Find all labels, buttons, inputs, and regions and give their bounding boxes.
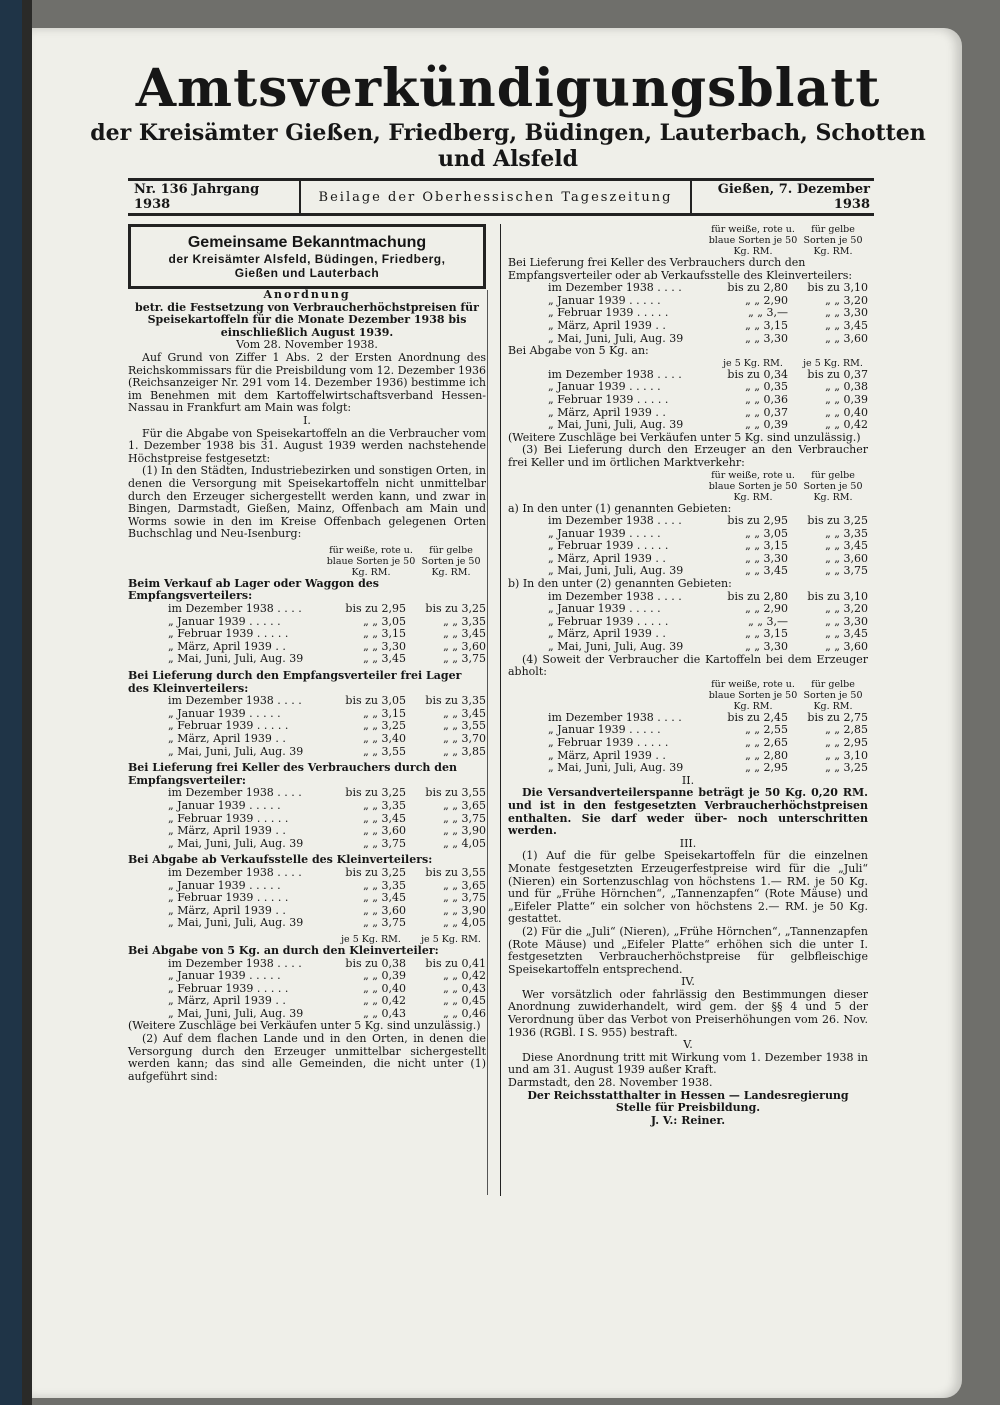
price-white: „ „ 3,30 <box>745 551 788 565</box>
price-white: bis zu 2,80 <box>727 589 788 603</box>
price-row <box>508 307 868 320</box>
price-row <box>128 641 486 654</box>
price-row <box>128 825 486 838</box>
month-label: „ Mai, Juni, Juli, Aug. 39 <box>548 332 684 345</box>
section-3-p1: (1) Auf die für gelbe Speisekartoffeln für die einzelnen Monate festgesetzten Erzeugerfestpreise wird für die „Juli“ (Nieren) ein Sortenzuschlag von höchstens 1.— RM. je 50 Kg. und für „Frühe Hörnchen“, „Tannenzapfen“ (Rote Mäuse) und „Eifeler Platte“ ein solcher von höchstens 2.— RM. je 50 Kg. gestattet. <box>508 849 868 926</box>
price-row <box>128 867 486 880</box>
ordinance-heading: Anordnung <box>263 288 351 301</box>
paragraph-4-rows <box>508 712 868 775</box>
price-yellow: bis zu 3,10 <box>807 281 868 295</box>
price-row <box>508 641 868 654</box>
right-group-1-label: Bei Lieferung frei Keller des Verbrauchers durch den Empfangsverteiler oder ab Verkaufsstelle des Kleinverteilers: <box>508 256 853 282</box>
issue-date: Gießen, 7. Dezember 1938 <box>717 182 870 212</box>
right-column <box>508 224 868 1127</box>
price-white: „ „ 0,39 <box>745 418 788 432</box>
price-row <box>508 282 868 295</box>
price-yellow: „ „ 2,95 <box>825 736 868 749</box>
price-group-label: Bei Lieferung durch den Empfangsverteiler frei Lager des Kleinverteilers: <box>128 669 462 695</box>
masthead <box>88 60 928 172</box>
section-4-text: Wer vorsätzlich oder fahrlässig den Bestimmungen dieser Anordnung zuwiderhandelt, wird gem. der §§ 4 und 5 der Verordnung über das Verbot von Preiserhöhungen vom 26. Nov. 1936 (RGBl. I S. 955) bestraft. <box>508 987 868 1039</box>
signature-authority: Der Reichsstatthalter in Hessen — Landesregierung <box>527 1088 849 1102</box>
price-yellow: „ „ 3,20 <box>825 293 868 307</box>
month-label: „ Mai, Juni, Juli, Aug. 39 <box>168 1007 304 1020</box>
section-1-text: Für die Abgabe von Speisekartoffeln an die Verbraucher vom 1. Dezember 1938 bis 31. August 1939 werden nachstehende Höchstpreise festgesetzt: <box>128 426 486 465</box>
header-yellow-5kg-r: je 5 Kg. RM. <box>803 357 863 369</box>
price-row <box>508 320 868 333</box>
price-yellow: „ „ 0,43 <box>443 981 486 995</box>
paragraph-4: (4) Soweit der Verbraucher die Kartoffeln bei dem Erzeuger abholt: <box>508 652 868 679</box>
price-white: „ „ 3,05 <box>363 614 406 628</box>
price-white: „ „ 0,43 <box>363 1006 406 1020</box>
header-white-varieties: für weiße, rote u. blaue Sorten je 50 Kg. RM. <box>326 544 416 578</box>
price-row <box>508 591 868 604</box>
month-label: „ Mai, Juni, Juli, Aug. 39 <box>548 762 684 775</box>
header-yellow-varieties: für gelbe Sorten je 50 Kg. RM. <box>421 544 481 578</box>
surcharge-note: (Weitere Zuschläge bei Verkäufen unter 5 Kg. sind unzulässig.) <box>128 1019 481 1033</box>
price-yellow: „ „ 3,60 <box>825 640 868 654</box>
price-row <box>128 813 486 826</box>
price-yellow: „ „ 0,39 <box>825 392 868 406</box>
price-row <box>508 369 868 382</box>
price-yellow: „ „ 3,85 <box>443 744 486 758</box>
price-group-rows <box>128 695 486 758</box>
month-label: im Dezember 1938 . . . . <box>168 603 302 616</box>
month-label: „ Februar 1939 . . . . . <box>548 737 669 749</box>
month-label: „ März, April 1939 . . <box>548 319 666 332</box>
price-yellow: „ „ 3,60 <box>825 551 868 565</box>
price-yellow: „ „ 3,25 <box>825 761 868 775</box>
price-white: „ „ 2,95 <box>745 761 788 775</box>
price-yellow: „ „ 0,38 <box>825 380 868 394</box>
price-yellow: „ „ 0,42 <box>443 969 486 983</box>
price-white: „ „ 2,80 <box>745 748 788 762</box>
price-yellow: „ „ 3,45 <box>443 706 486 720</box>
price-white: „ „ 2,65 <box>745 736 788 749</box>
month-label: im Dezember 1938 . . . . <box>548 282 682 295</box>
ordinance-intro: Auf Grund von Ziffer 1 Abs. 2 der Ersten Anordnung des Reichskommissars für die Preisbildung vom 12. Dezember 1936 (Reichsanzeiger Nr. 291 vom 14. Dezember 1936) bestimme ich im Benehmen mit dem Kartoffelwirtschaftsverband Hessen-Nassau in Frankfurt am Main was folgt: <box>128 350 486 415</box>
price-yellow: „ „ 3,20 <box>825 602 868 616</box>
notice-authorities-1: der Kreisämter Alsfeld, Büdingen, Friedberg, <box>168 252 446 266</box>
price-white: bis zu 2,45 <box>727 710 788 724</box>
price-yellow: „ „ 3,60 <box>443 639 486 653</box>
price-white: „ „ 3,60 <box>363 824 406 838</box>
price-white: „ „ 0,37 <box>745 405 788 419</box>
price-yellow: bis zu 3,25 <box>425 602 486 616</box>
price-yellow: „ „ 2,85 <box>825 723 868 737</box>
section-5-text: Diese Anordnung tritt mit Wirkung vom 1. Dezember 1938 in und am 31. August 1939 außer Kraft. <box>508 1050 868 1077</box>
price-row <box>128 720 486 733</box>
paragraph-1: (1) In den Städten, Industriebezirken und sonstigen Orten, in denen die Versorgung mit Speisekartoffeln nicht unmittelbar durch den Erzeuger sichergestellt werden kann, und zwar in Bingen, Darmstadt, Gießen, Mainz, Offenbach am Main und Worms sowie in den im Kreise Offenbach gelegenen Orten Buchschlag und Neu-Isenburg: <box>128 464 486 541</box>
left-column <box>128 224 486 1083</box>
month-label: „ Mai, Juni, Juli, Aug. 39 <box>548 419 684 432</box>
price-white: „ „ 2,55 <box>745 723 788 737</box>
price-yellow: „ „ 3,90 <box>443 903 486 917</box>
group-5kg-label: Bei Abgabe von 5 Kg. an durch den Kleinverteiler: <box>128 943 439 957</box>
month-label: „ Januar 1939 . . . . . <box>548 527 661 540</box>
month-label: „ Mai, Juni, Juli, Aug. 39 <box>548 641 684 654</box>
price-white: bis zu 0,38 <box>345 956 406 970</box>
price-white: „ „ 0,42 <box>363 994 406 1008</box>
price-yellow: „ „ 3,35 <box>443 614 486 628</box>
month-label: im Dezember 1938 . . . . <box>548 368 682 381</box>
month-label: „ Januar 1939 . . . . . <box>548 381 661 394</box>
left-price-groups <box>128 578 486 930</box>
price-yellow: „ „ 0,45 <box>443 994 486 1008</box>
price-yellow: „ „ 3,60 <box>825 331 868 345</box>
price-row <box>508 603 868 616</box>
month-label: „ März, April 1939 . . <box>168 904 286 917</box>
price-row <box>508 553 868 566</box>
month-label: „ Februar 1939 . . . . . <box>168 982 289 995</box>
header-yellow-4: für gelbe Sorten je 50 Kg. RM. <box>803 678 863 712</box>
notice-authorities-2: Gießen und Lauterbach <box>234 266 380 280</box>
header-yellow-3: für gelbe Sorten je 50 Kg. RM. <box>803 469 863 503</box>
price-white: „ „ 3,55 <box>363 744 406 758</box>
price-white: „ „ 0,35 <box>745 380 788 394</box>
left-column-rule <box>487 290 488 1195</box>
paragraph-3a-label: a) In den unter (1) genannten Gebieten: <box>508 501 732 515</box>
month-label: „ Februar 1939 . . . . . <box>548 393 669 406</box>
paragraph-3b-rows <box>508 591 868 654</box>
price-yellow: „ „ 3,90 <box>443 824 486 838</box>
header-white-5kg: je 5 Kg. RM. <box>341 933 401 945</box>
month-label: „ Februar 1939 . . . . . <box>168 628 289 641</box>
price-yellow: bis zu 3,35 <box>425 694 486 708</box>
dateline <box>128 178 874 216</box>
price-white: „ „ 3,15 <box>745 318 788 332</box>
ordinance-date: Vom 28. November 1938. <box>236 338 378 352</box>
price-row <box>128 917 486 930</box>
right-column-header <box>508 224 868 257</box>
price-white: „ „ 3,35 <box>363 798 406 812</box>
price-yellow: „ „ 3,55 <box>443 719 486 733</box>
price-row <box>508 737 868 750</box>
price-row <box>508 616 868 629</box>
price-white: „ „ 0,40 <box>363 981 406 995</box>
price-yellow: bis zu 3,25 <box>807 514 868 528</box>
month-label: „ Januar 1939 . . . . . <box>168 799 281 812</box>
price-yellow: „ „ 3,65 <box>443 798 486 812</box>
price-white: bis zu 3,25 <box>345 786 406 800</box>
section-2-number: II. <box>681 773 695 787</box>
price-yellow: „ „ 3,10 <box>825 748 868 762</box>
section-2-text: Die Versandverteilerspanne beträgt je 50 Kg. 0,20 RM. und ist in den festgesetzten Verbraucherhöchstpreisen enthalten. Sie darf weder über- noch unterschritten werden. <box>508 786 868 838</box>
paragraph-3a-rows <box>508 515 868 578</box>
price-row <box>508 407 868 420</box>
price-row <box>128 787 486 800</box>
price-row <box>128 838 486 851</box>
price-row <box>128 628 486 641</box>
price-white: „ „ 3,45 <box>745 564 788 578</box>
month-label: „ Mai, Juni, Juli, Aug. 39 <box>168 653 304 666</box>
notice-title: Gemeinsame Bekanntmachung <box>187 234 427 251</box>
price-row <box>508 762 868 775</box>
place-and-date: Darmstadt, den 28. November 1938. <box>508 1076 713 1090</box>
month-label: „ Januar 1939 . . . . . <box>548 724 661 737</box>
month-label: „ Mai, Juni, Juli, Aug. 39 <box>168 837 304 850</box>
price-yellow: „ „ 0,46 <box>443 1006 486 1020</box>
month-label: „ Februar 1939 . . . . . <box>548 615 669 628</box>
price-group-rows <box>128 603 486 666</box>
price-row <box>508 528 868 541</box>
price-row <box>508 381 868 394</box>
price-white: bis zu 0,34 <box>727 367 788 381</box>
price-yellow: „ „ 3,75 <box>443 811 486 825</box>
paragraph-2: (2) Auf dem flachen Lande und in den Orten, in denen die Versorgung durch den Erzeuger unmittelbar sichergestellt werden kann; das sind alle Gemeinden, die nicht unter (1) aufgeführt sind: <box>128 1032 486 1083</box>
section-5-number: V. <box>683 1038 693 1052</box>
paragraph-3b-label: b) In den unter (2) genannten Gebieten: <box>508 577 732 591</box>
price-yellow: „ „ 3,30 <box>825 306 868 320</box>
price-white: bis zu 3,25 <box>345 865 406 879</box>
price-white: „ „ 3,15 <box>745 627 788 641</box>
price-row <box>508 628 868 641</box>
price-white: „ „ 3,45 <box>363 891 406 905</box>
price-yellow: bis zu 2,75 <box>807 710 868 724</box>
column-divider <box>500 224 501 1196</box>
price-group-label: Bei Lieferung frei Keller des Verbrauchers durch den Empfangsverteiler: <box>128 761 457 787</box>
binding-shadow <box>22 0 32 1405</box>
price-yellow: bis zu 3,55 <box>425 865 486 879</box>
newspaper-subtitle: der Kreisämter Gießen, Friedberg, Büdingen, Lauterbach, Schotten und Alsfeld <box>90 120 926 172</box>
month-label: „ Februar 1939 . . . . . <box>548 540 669 553</box>
price-yellow: „ „ 4,05 <box>443 916 486 930</box>
month-label: im Dezember 1938 . . . . <box>548 711 682 724</box>
price-yellow: „ „ 3,65 <box>443 878 486 892</box>
price-white: „ „ 3,30 <box>363 639 406 653</box>
price-yellow: „ „ 4,05 <box>443 836 486 850</box>
month-label: „ Januar 1939 . . . . . <box>548 603 661 616</box>
price-white: „ „ 3,35 <box>363 878 406 892</box>
month-label: „ März, April 1939 . . <box>548 552 666 565</box>
signature-office: Stelle für Preisbildung. <box>615 1101 761 1115</box>
price-yellow: „ „ 0,42 <box>825 418 868 432</box>
price-row <box>128 892 486 905</box>
section-3-p2: (2) Für die „Juli“ (Nieren), „Frühe Hörnchen“, „Tannenzapfen (Rote Mäuse) und „Eifeler Platte“ erhöhen sich die unter I. festgesetzten Verbraucherhöchstpreise für gelbfleischige Speisekartoffeln entsprechend. <box>508 924 868 976</box>
price-white: bis zu 3,05 <box>345 694 406 708</box>
month-label: „ März, April 1939 . . <box>168 733 286 745</box>
price-yellow: bis zu 0,37 <box>807 367 868 381</box>
price-white: „ „ 3,15 <box>363 627 406 641</box>
book-binding <box>0 0 22 1405</box>
price-row <box>128 880 486 893</box>
section-1-number: I. <box>303 413 311 427</box>
price-row <box>128 653 486 666</box>
notice-title-box <box>128 224 486 289</box>
price-row <box>508 515 868 528</box>
price-yellow: „ „ 3,45 <box>825 539 868 553</box>
header-yellow-5kg: je 5 Kg. RM. <box>421 933 481 945</box>
price-white: bis zu 2,95 <box>345 602 406 616</box>
price-yellow: „ „ 3,75 <box>443 652 486 666</box>
price-row <box>128 603 486 616</box>
section-4-number: IV. <box>681 975 695 989</box>
price-white: „ „ 3,15 <box>745 539 788 553</box>
price-white: „ „ 3,75 <box>363 836 406 850</box>
price-yellow: „ „ 3,30 <box>825 614 868 628</box>
price-yellow: „ „ 3,75 <box>825 564 868 578</box>
price-row <box>128 800 486 813</box>
price-white: „ „ 2,90 <box>745 293 788 307</box>
price-row <box>128 733 486 746</box>
issue-number: Nr. 136 Jahrgang 1938 <box>128 181 301 213</box>
group-5kg-rows <box>128 958 486 1021</box>
month-label: „ März, April 1939 . . <box>168 825 286 838</box>
right-column-header-4 <box>508 679 868 712</box>
price-row <box>508 295 868 308</box>
month-label: „ Januar 1939 . . . . . <box>168 970 281 983</box>
price-yellow: „ „ 3,75 <box>443 891 486 905</box>
price-row <box>508 419 868 432</box>
price-white: „ „ 3,25 <box>363 719 406 733</box>
price-yellow: „ „ 3,35 <box>825 526 868 540</box>
price-white: „ „ 3,40 <box>363 732 406 745</box>
month-label: „ Februar 1939 . . . . . <box>548 307 669 320</box>
month-label: „ März, April 1939 . . <box>168 995 286 1008</box>
price-white: „ „ 3,05 <box>745 526 788 540</box>
price-white: „ „ 0,36 <box>745 392 788 406</box>
price-row <box>128 958 486 971</box>
price-column-header <box>128 545 486 578</box>
header-white-5kg-r: je 5 Kg. RM. <box>723 357 783 369</box>
price-white: bis zu 2,80 <box>727 281 788 295</box>
month-label: „ Januar 1939 . . . . . <box>168 707 281 720</box>
price-white: „ „ 3,— <box>748 306 788 320</box>
month-label: „ Mai, Juni, Juli, Aug. 39 <box>548 565 684 578</box>
price-white: bis zu 2,95 <box>727 514 788 528</box>
price-white: „ „ 3,30 <box>745 331 788 345</box>
price-row <box>508 540 868 553</box>
month-label: „ März, April 1939 . . <box>168 640 286 653</box>
price-group-rows <box>128 867 486 930</box>
price-yellow: bis zu 0,41 <box>425 956 486 970</box>
month-label: „ Mai, Juni, Juli, Aug. 39 <box>168 745 304 758</box>
month-label: im Dezember 1938 . . . . <box>548 515 682 528</box>
price-row <box>128 746 486 759</box>
price-row <box>128 995 486 1008</box>
month-label: „ Mai, Juni, Juli, Aug. 39 <box>168 917 304 930</box>
price-row <box>128 905 486 918</box>
month-label: im Dezember 1938 . . . . <box>168 866 302 879</box>
newspaper-title: Amtsverkündigungsblatt <box>135 58 881 119</box>
price-row <box>128 695 486 708</box>
price-yellow: „ „ 3,45 <box>443 627 486 641</box>
price-white: „ „ 3,45 <box>363 811 406 825</box>
month-label: „ Januar 1939 . . . . . <box>548 294 661 307</box>
month-label: „ März, April 1939 . . <box>548 749 666 762</box>
month-label: „ März, April 1939 . . <box>548 406 666 419</box>
price-group-rows <box>128 787 486 850</box>
price-yellow: „ „ 3,45 <box>825 318 868 332</box>
price-row <box>508 724 868 737</box>
price-group-label: Beim Verkauf ab Lager oder Waggon des Empfangsverteilers: <box>128 576 380 603</box>
month-label: „ Februar 1939 . . . . . <box>168 720 289 733</box>
price-white: „ „ 3,30 <box>745 640 788 654</box>
price-yellow: bis zu 3,55 <box>425 786 486 800</box>
section-3-number: III. <box>679 836 697 850</box>
price-row <box>128 708 486 721</box>
price-row <box>128 970 486 983</box>
right-column-header-3 <box>508 470 868 503</box>
supplement-note: Beilage der Oberhessischen Tageszeitung <box>301 181 692 213</box>
header-white-3: für weiße, rote u. blaue Sorten je 50 Kg. RM. <box>708 469 798 503</box>
paragraph-3: (3) Bei Lieferung durch den Erzeuger an den Verbraucher frei Keller und im örtlichen Marktverkehr: <box>508 443 868 469</box>
price-white: „ „ 3,60 <box>363 903 406 917</box>
price-white: „ „ 0,39 <box>363 969 406 983</box>
price-row <box>508 394 868 407</box>
price-white: „ „ 3,— <box>748 614 788 628</box>
price-yellow: bis zu 3,10 <box>807 589 868 603</box>
surcharge-note-right: (Weitere Zuschläge bei Verkäufen unter 5 Kg. sind unzulässig.) <box>508 430 861 444</box>
month-label: „ März, April 1939 . . <box>548 628 666 641</box>
month-label: im Dezember 1938 . . . . <box>168 787 302 800</box>
month-label: „ Februar 1939 . . . . . <box>168 892 289 905</box>
month-label: „ Januar 1939 . . . . . <box>168 879 281 892</box>
price-row <box>508 712 868 725</box>
price-yellow: „ „ 0,40 <box>825 405 868 419</box>
month-label: im Dezember 1938 . . . . <box>168 957 302 970</box>
month-label: im Dezember 1938 . . . . <box>548 590 682 603</box>
price-group-label: Bei Abgabe ab Verkaufsstelle des Kleinverteilers: <box>128 853 433 867</box>
price-white: „ „ 3,15 <box>363 706 406 720</box>
header-white-4: für weiße, rote u. blaue Sorten je 50 Kg. RM. <box>708 678 798 712</box>
price-row <box>128 983 486 996</box>
header-yellow-varieties-r: für gelbe Sorten je 50 Kg. RM. <box>803 224 863 257</box>
right-group-2-rows <box>508 369 868 432</box>
right-group-2-label: Bei Abgabe von 5 Kg. an: <box>508 344 649 358</box>
ordinance-subject: betr. die Festsetzung von Verbraucherhöchstpreisen für Speisekartoffeln für die Monate Dezember 1938 bis einschließlich August 1939. <box>135 300 479 339</box>
price-white: „ „ 3,45 <box>363 652 406 666</box>
price-row <box>508 750 868 763</box>
price-yellow: „ „ 3,45 <box>825 627 868 641</box>
price-yellow: „ „ 3,70 <box>443 732 486 745</box>
month-label: im Dezember 1938 . . . . <box>168 695 302 708</box>
month-label: „ Januar 1939 . . . . . <box>168 615 281 628</box>
price-white: „ „ 2,90 <box>745 602 788 616</box>
right-group-1-rows <box>508 282 868 345</box>
price-white: „ „ 3,75 <box>363 916 406 930</box>
signature-name: J. V.: Reiner. <box>650 1113 726 1127</box>
header-white-varieties-r: für weiße, rote u. blaue Sorten je 50 Kg. RM. <box>708 224 798 257</box>
month-label: „ Februar 1939 . . . . . <box>168 812 289 825</box>
price-row <box>128 616 486 629</box>
